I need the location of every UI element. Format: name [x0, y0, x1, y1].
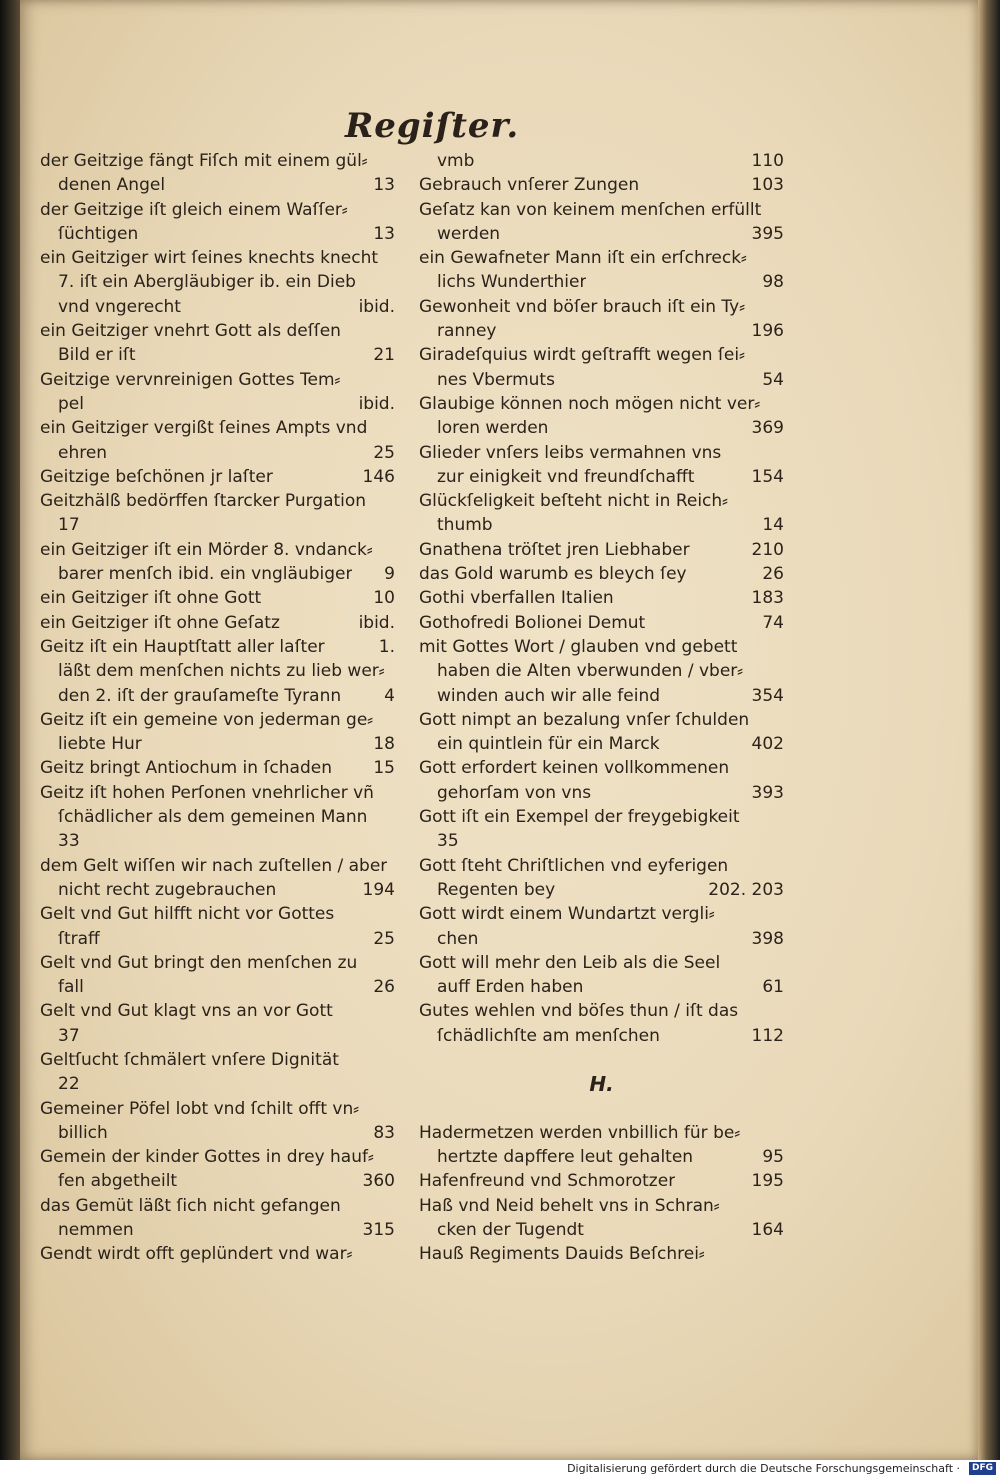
index-entry-line: [40, 999, 395, 1023]
index-entry-line: [40, 586, 395, 610]
entry-text: 33: [58, 831, 80, 852]
entry-text: Geltſucht ſchmälert vnſere Dignität: [40, 1049, 339, 1070]
dfg-logo: DFG: [969, 1462, 996, 1475]
entry-text: Gott ſteht Chriſtlichen vnd eyferigen: [419, 855, 729, 876]
entry-text: Bild er iſt: [58, 345, 136, 366]
entry-text: denen Angel: [58, 175, 166, 196]
entry-text: ein Geitziger vnehrt Gott als deſſen: [40, 321, 341, 342]
index-entry-line: [419, 635, 784, 659]
index-entry-line: [40, 416, 395, 440]
page-reference: [387, 1242, 395, 1266]
page-reference: [387, 805, 395, 829]
page-reference: [776, 1121, 784, 1145]
index-entry-line: [40, 854, 395, 878]
index-entry-line: [419, 149, 784, 173]
page-reference: [776, 902, 784, 926]
entry-text: Geitzige beſchönen jr laſter: [40, 466, 273, 487]
page-reference: 154: [751, 466, 784, 487]
index-entry-line: [419, 246, 784, 270]
entry-text: ein quintlein für ein Marck: [437, 734, 660, 755]
page-reference: [776, 829, 784, 853]
index-entry-line: [40, 1024, 395, 1048]
entry-text: Gothofredi Bolionei Demut: [419, 612, 646, 633]
entry-text: Glieder vnſers leibs vermahnen vns: [419, 442, 722, 463]
page-reference: 395: [751, 223, 784, 244]
index-entry-line: [419, 1145, 784, 1169]
page-reference: [776, 756, 784, 780]
entry-text: chen: [437, 928, 479, 949]
index-entry-line: [419, 902, 784, 926]
entry-text: mit Gottes Wort / glauben vnd gebett: [419, 636, 738, 657]
index-entry-line: [419, 927, 784, 951]
index-entry-line: [419, 392, 784, 416]
page-reference: 98: [762, 272, 784, 293]
page-reference: [387, 270, 395, 294]
entry-text: gehorſam von vns: [437, 782, 592, 803]
entry-text: 35: [437, 831, 459, 852]
page-reference: 25: [373, 928, 395, 949]
index-entry-line: [40, 927, 395, 951]
index-entry-line: [40, 1121, 395, 1145]
index-entry-line: [40, 489, 395, 513]
entry-text: zur einigkeit vnd freundſchafft: [437, 466, 695, 487]
page-reference: [387, 198, 395, 222]
page-reference: [387, 319, 395, 343]
entry-text: ein Geitziger iſt ein Mörder 8. vndanck⸗: [40, 539, 373, 560]
page-reference: [387, 489, 395, 513]
entry-text: Gott erfordert keinen vollkommenen: [419, 758, 730, 779]
page-reference: [387, 1145, 395, 1169]
index-entry-line: [40, 198, 395, 222]
page-reference: 26: [373, 977, 395, 998]
page-reference: [387, 1194, 395, 1218]
page-reference: [776, 343, 784, 367]
entry-text: lichs Wunderthier: [437, 272, 587, 293]
entry-text: läßt dem menſchen nichts zu lieb wer⸗: [58, 661, 385, 682]
index-entry-line: [419, 319, 784, 343]
index-entry-line: [40, 1194, 395, 1218]
index-entry-line: [40, 829, 395, 853]
entry-text: hertzte dapffere leut gehalten: [437, 1147, 694, 1168]
entry-text: ſtraff: [58, 928, 100, 949]
page-reference: 202. 203: [708, 879, 784, 900]
index-entry-line: [40, 1097, 395, 1121]
entry-text: Gemein der kinder Gottes in drey hauf⸗: [40, 1147, 374, 1168]
page-reference: [387, 659, 395, 683]
index-entry-line: [419, 416, 784, 440]
page-reference: 9: [384, 564, 395, 585]
entry-text: ein Geitziger wirt ſeines knechts knecht: [40, 248, 379, 269]
page-reference: 4: [384, 685, 395, 706]
index-entry-line: [40, 951, 395, 975]
index-entry-line: [40, 781, 395, 805]
entry-text: Gutes wehlen vnd böſes thun / iſt das: [419, 1001, 739, 1022]
page-reference: [387, 513, 395, 537]
entry-text: cken der Tugendt: [437, 1220, 584, 1241]
page-reference: 110: [751, 151, 784, 171]
page-reference: 194: [362, 879, 395, 900]
index-entry-line: [419, 999, 784, 1023]
page-reference: [387, 854, 395, 878]
page-reference: 402: [751, 734, 784, 755]
page-reference: [776, 489, 784, 513]
digitization-footer: [0, 1460, 1000, 1477]
index-entry-line: [40, 513, 395, 537]
index-entry-line: [40, 708, 395, 732]
blank-line: [419, 1097, 784, 1121]
entry-text: 17: [58, 515, 80, 536]
page-reference: [776, 805, 784, 829]
entry-text: Hauß Regiments Dauids Beſchrei⸗: [419, 1244, 705, 1265]
entry-text: werden: [437, 223, 501, 244]
entry-text: 37: [58, 1025, 80, 1046]
entry-text: ſchädlicher als dem gemeinen Mann: [58, 807, 368, 828]
index-entry-line: [40, 975, 395, 999]
index-entry-line: [40, 319, 395, 343]
page-reference: [776, 1194, 784, 1218]
entry-text: Gendt wirdt offt geplündert vnd war⸗: [40, 1244, 353, 1265]
index-entry-line: [419, 586, 784, 610]
entry-text: das Gemüt läßt ſich nicht gefangen: [40, 1195, 341, 1216]
index-entry-line: [419, 975, 784, 999]
entry-text: Hafenfreund vnd Schmorotzer: [419, 1171, 676, 1192]
index-entry-line: [40, 392, 395, 416]
page-reference: [776, 999, 784, 1023]
index-entry-line: [419, 1242, 784, 1266]
entry-text: Hadermetzen werden vnbillich für be⸗: [419, 1122, 740, 1143]
page-reference: 164: [751, 1220, 784, 1241]
entry-text: Regenten bey: [437, 879, 556, 900]
page-reference: [776, 854, 784, 878]
entry-text: Geitzige vervnreinigen Gottes Tem⸗: [40, 369, 341, 390]
page-reference: [387, 368, 395, 392]
index-entry-line: [40, 635, 395, 659]
page-reference: 210: [751, 539, 784, 560]
index-entry-line: [40, 149, 395, 173]
entry-text: barer menſch ibid. ein vngläubiger: [58, 564, 353, 585]
index-entry-line: [40, 1218, 395, 1242]
entry-text: Gelt vnd Gut bringt den menſchen zu: [40, 952, 358, 973]
page-reference: 61: [762, 977, 784, 998]
index-entry-line: [419, 441, 784, 465]
index-entry-line: [40, 562, 395, 586]
page-reference: [387, 902, 395, 926]
index-entry-line: [40, 173, 395, 197]
page-reference: [776, 295, 784, 319]
entry-text: Geitz iſt hohen Perſonen vnehrlicher vñ: [40, 782, 374, 803]
index-entry-line: [419, 708, 784, 732]
page-reference: [776, 246, 784, 270]
page-reference: 354: [751, 685, 784, 706]
index-column-left: [40, 149, 395, 1267]
entry-text: pel: [58, 393, 84, 414]
index-entry-line: [419, 854, 784, 878]
entry-text: Gebrauch vnſerer Zungen: [419, 175, 640, 196]
index-entry-line: [419, 173, 784, 197]
index-entry-line: [419, 781, 784, 805]
page-edge: [978, 0, 1000, 1460]
entry-text: Gott will mehr den Leib als die Seel: [419, 952, 721, 973]
index-entry-line: [40, 1169, 395, 1193]
index-entry-line: [40, 538, 395, 562]
index-entry-line: [419, 489, 784, 513]
index-entry-line: [40, 368, 395, 392]
blank-line: [419, 1048, 784, 1072]
entry-text: Gelt vnd Gut klagt vns an vor Gott: [40, 1001, 333, 1022]
entry-text: Giradeſquius wirdt geſtrafft wegen ſei⸗: [419, 345, 745, 366]
entry-text: Gott iſt ein Exempel der freygebigkeit: [419, 807, 740, 828]
page-reference: 26: [762, 564, 784, 585]
entry-text: haben die Alten vberwunden / vber⸗: [437, 661, 743, 682]
entry-text: Haß vnd Neid behelt vns in Schran⸗: [419, 1195, 720, 1216]
index-entry-line: [419, 198, 784, 222]
entry-text: Gott nimpt an bezalung vnſer ſchulden: [419, 709, 750, 730]
page-reference: 183: [751, 588, 784, 609]
index-entry-line: [40, 684, 395, 708]
entry-text: loren werden: [437, 418, 549, 439]
index-entry-line: [419, 829, 784, 853]
page-reference: 196: [751, 321, 784, 342]
index-entry-line: [419, 1024, 784, 1048]
page-reference: 360: [362, 1171, 395, 1192]
entry-text: Glückſeligkeit beſteht nicht in Reich⸗: [419, 491, 728, 512]
index-entry-line: [40, 343, 395, 367]
index-entry-line: [40, 1072, 395, 1096]
index-entry-line: [40, 295, 395, 319]
index-entry-line: [40, 1048, 395, 1072]
index-entry-line: [419, 878, 784, 902]
page-reference: [776, 198, 784, 222]
index-entry-line: [419, 513, 784, 537]
page-reference: 83: [373, 1122, 395, 1143]
index-entry-line: [40, 878, 395, 902]
page-reference: 10: [373, 588, 395, 609]
page-reference: 393: [751, 782, 784, 803]
index-entry-line: [40, 659, 395, 683]
index-entry-line: [419, 805, 784, 829]
entry-text: ſchädlichſte am menſchen: [437, 1025, 660, 1046]
entry-text: nicht recht zugebrauchen: [58, 879, 277, 900]
page-reference: 74: [762, 612, 784, 633]
entry-text: Gemeiner Pöfel lobt vnd ſchilt offt vn⸗: [40, 1098, 359, 1119]
page-reference: [387, 951, 395, 975]
page-reference: 15: [373, 758, 395, 779]
index-entry-line: [40, 441, 395, 465]
entry-text: vnd vngerecht: [58, 296, 181, 317]
index-entry-line: [419, 343, 784, 367]
page-reference: 146: [362, 466, 395, 487]
entry-text: ſüchtigen: [58, 223, 139, 244]
entry-text: Glaubige können noch mögen nicht ver⸗: [419, 393, 761, 414]
index-entry-line: [419, 270, 784, 294]
section-letter: H.: [589, 1072, 614, 1097]
page-reference: [776, 1242, 784, 1266]
entry-text: Gnathena tröſtet jren Liebhaber: [419, 539, 690, 560]
entry-text: fall: [58, 977, 84, 998]
page-reference: 21: [373, 345, 395, 366]
page-reference: [387, 999, 395, 1023]
entry-text: Geitzhälß bedörffen ſtarcker Purgation: [40, 491, 367, 512]
entry-text: dem Gelt wiſſen wir nach zuſtellen / aber: [40, 855, 387, 876]
index-entry-line: [419, 684, 784, 708]
index-entry-line: [419, 538, 784, 562]
entry-text: Geitz iſt ein gemeine von jederman ge⸗: [40, 709, 373, 730]
page-reference: [387, 246, 395, 270]
page-reference: [387, 1048, 395, 1072]
index-entry-line: [40, 1145, 395, 1169]
index-entry-line: [40, 1242, 395, 1266]
index-entry-line: [40, 805, 395, 829]
page-reference: 95: [762, 1147, 784, 1168]
entry-text: ein Geitziger iſt ohne Geſatz: [40, 612, 280, 633]
page-reference: 398: [751, 928, 784, 949]
entry-text: der Geitzige iſt gleich einem Waſſer⸗: [40, 199, 348, 220]
page-reference: [387, 1072, 395, 1096]
page-reference: [776, 635, 784, 659]
index-entry-line: [419, 659, 784, 683]
entry-text: Geitz bringt Antiochum in ſchaden: [40, 758, 332, 779]
page-reference: [776, 659, 784, 683]
page-reference: [776, 392, 784, 416]
entry-text: ein Gewafneter Mann iſt ein erſchreck⸗: [419, 248, 747, 269]
entry-text: billich: [58, 1122, 108, 1143]
entry-text: nes Vbermuts: [437, 369, 555, 390]
entry-text: auff Erden haben: [437, 977, 584, 998]
index-entry-line: [419, 732, 784, 756]
book-spine: [0, 0, 20, 1460]
index-entry-line: [40, 611, 395, 635]
entry-text: ranney: [437, 321, 497, 342]
index-entry-line: [40, 465, 395, 489]
index-entry-line: [419, 368, 784, 392]
page-reference: 103: [751, 175, 784, 196]
page-reference: 25: [373, 442, 395, 463]
entry-text: das Gold warumb es bleych ſey: [419, 564, 687, 585]
entry-text: Gothi vberfallen Italien: [419, 588, 614, 609]
entry-text: 22: [58, 1074, 80, 1095]
entry-text: Gott wirdt einem Wundartzt vergli⸗: [419, 904, 715, 925]
page-reference: [387, 538, 395, 562]
index-entry-line: [419, 1121, 784, 1145]
entry-text: Gelt vnd Gut hilfft nicht vor Gottes: [40, 904, 335, 925]
page-title: Regiſter.: [345, 106, 520, 146]
index-entry-line: [40, 270, 395, 294]
entry-text: winden auch wir alle feind: [437, 685, 661, 706]
index-entry-line: [419, 611, 784, 635]
page-reference: [387, 416, 395, 440]
page-reference: 369: [751, 418, 784, 439]
entry-text: thumb: [437, 515, 493, 536]
page-reference: 13: [373, 223, 395, 244]
index-entry-line: [419, 1218, 784, 1242]
index-entry-line: [419, 1169, 784, 1193]
page-reference: 54: [762, 369, 784, 390]
page-reference: [776, 951, 784, 975]
index-entry-line: [419, 222, 784, 246]
entry-text: Gewonheit vnd böſer brauch iſt ein Ty⸗: [419, 296, 745, 317]
entry-text: Geitz iſt ein Hauptſtatt aller laſter: [40, 636, 325, 657]
index-entry-line: [419, 1194, 784, 1218]
index-entry-line: [419, 756, 784, 780]
entry-text: liebte Hur: [58, 734, 142, 755]
page-reference: [387, 829, 395, 853]
entry-text: ein Geitziger iſt ohne Gott: [40, 588, 262, 609]
page-reference: [387, 149, 395, 173]
page-reference: ibid.: [358, 296, 395, 317]
index-entry-line: [40, 902, 395, 926]
page-reference: [387, 781, 395, 805]
index-column-right: [419, 149, 784, 1267]
index-entry-line: [40, 222, 395, 246]
entry-text: Geſatz kan von keinem menſchen erfüllt: [419, 199, 762, 220]
page-reference: 18: [373, 734, 395, 755]
page-reference: [387, 1097, 395, 1121]
entry-text: den 2. iſt der grauſameſte Tyrann: [58, 685, 342, 706]
page-reference: [387, 1024, 395, 1048]
index-entry-line: [419, 951, 784, 975]
page-reference: 315: [362, 1220, 395, 1241]
page-reference: 195: [751, 1171, 784, 1192]
page-reference: [387, 708, 395, 732]
entry-text: ein Geitziger vergißt ſeines Ampts vnd: [40, 418, 368, 439]
index-entry-line: [419, 562, 784, 586]
entry-text: nemmen: [58, 1220, 134, 1241]
entry-text: ehren: [58, 442, 108, 463]
page-reference: 14: [762, 515, 784, 536]
footer-credit: Digitalisierung gefördert durch die Deutsche Forschungsgemeinschaft ·: [567, 1462, 960, 1475]
page-reference: ibid.: [358, 612, 395, 633]
page-reference: 13: [373, 175, 395, 196]
entry-text: der Geitzige fängt Fiſch mit einem gül⸗: [40, 151, 368, 171]
index-entry-line: [40, 732, 395, 756]
page-reference: 112: [751, 1025, 784, 1046]
page-reference: 1.: [378, 636, 395, 657]
entry-text: 7. iſt ein Abergläubiger ib. ein Dieb: [58, 272, 356, 293]
index-entry-line: [40, 756, 395, 780]
index-entry-line: [419, 465, 784, 489]
index-entry-line: [419, 295, 784, 319]
page-reference: [776, 441, 784, 465]
entry-text: fen abgetheilt: [58, 1171, 178, 1192]
entry-text: vmb: [437, 151, 475, 171]
page-reference: [776, 708, 784, 732]
page-reference: ibid.: [358, 393, 395, 414]
index-entry-line: [40, 246, 395, 270]
